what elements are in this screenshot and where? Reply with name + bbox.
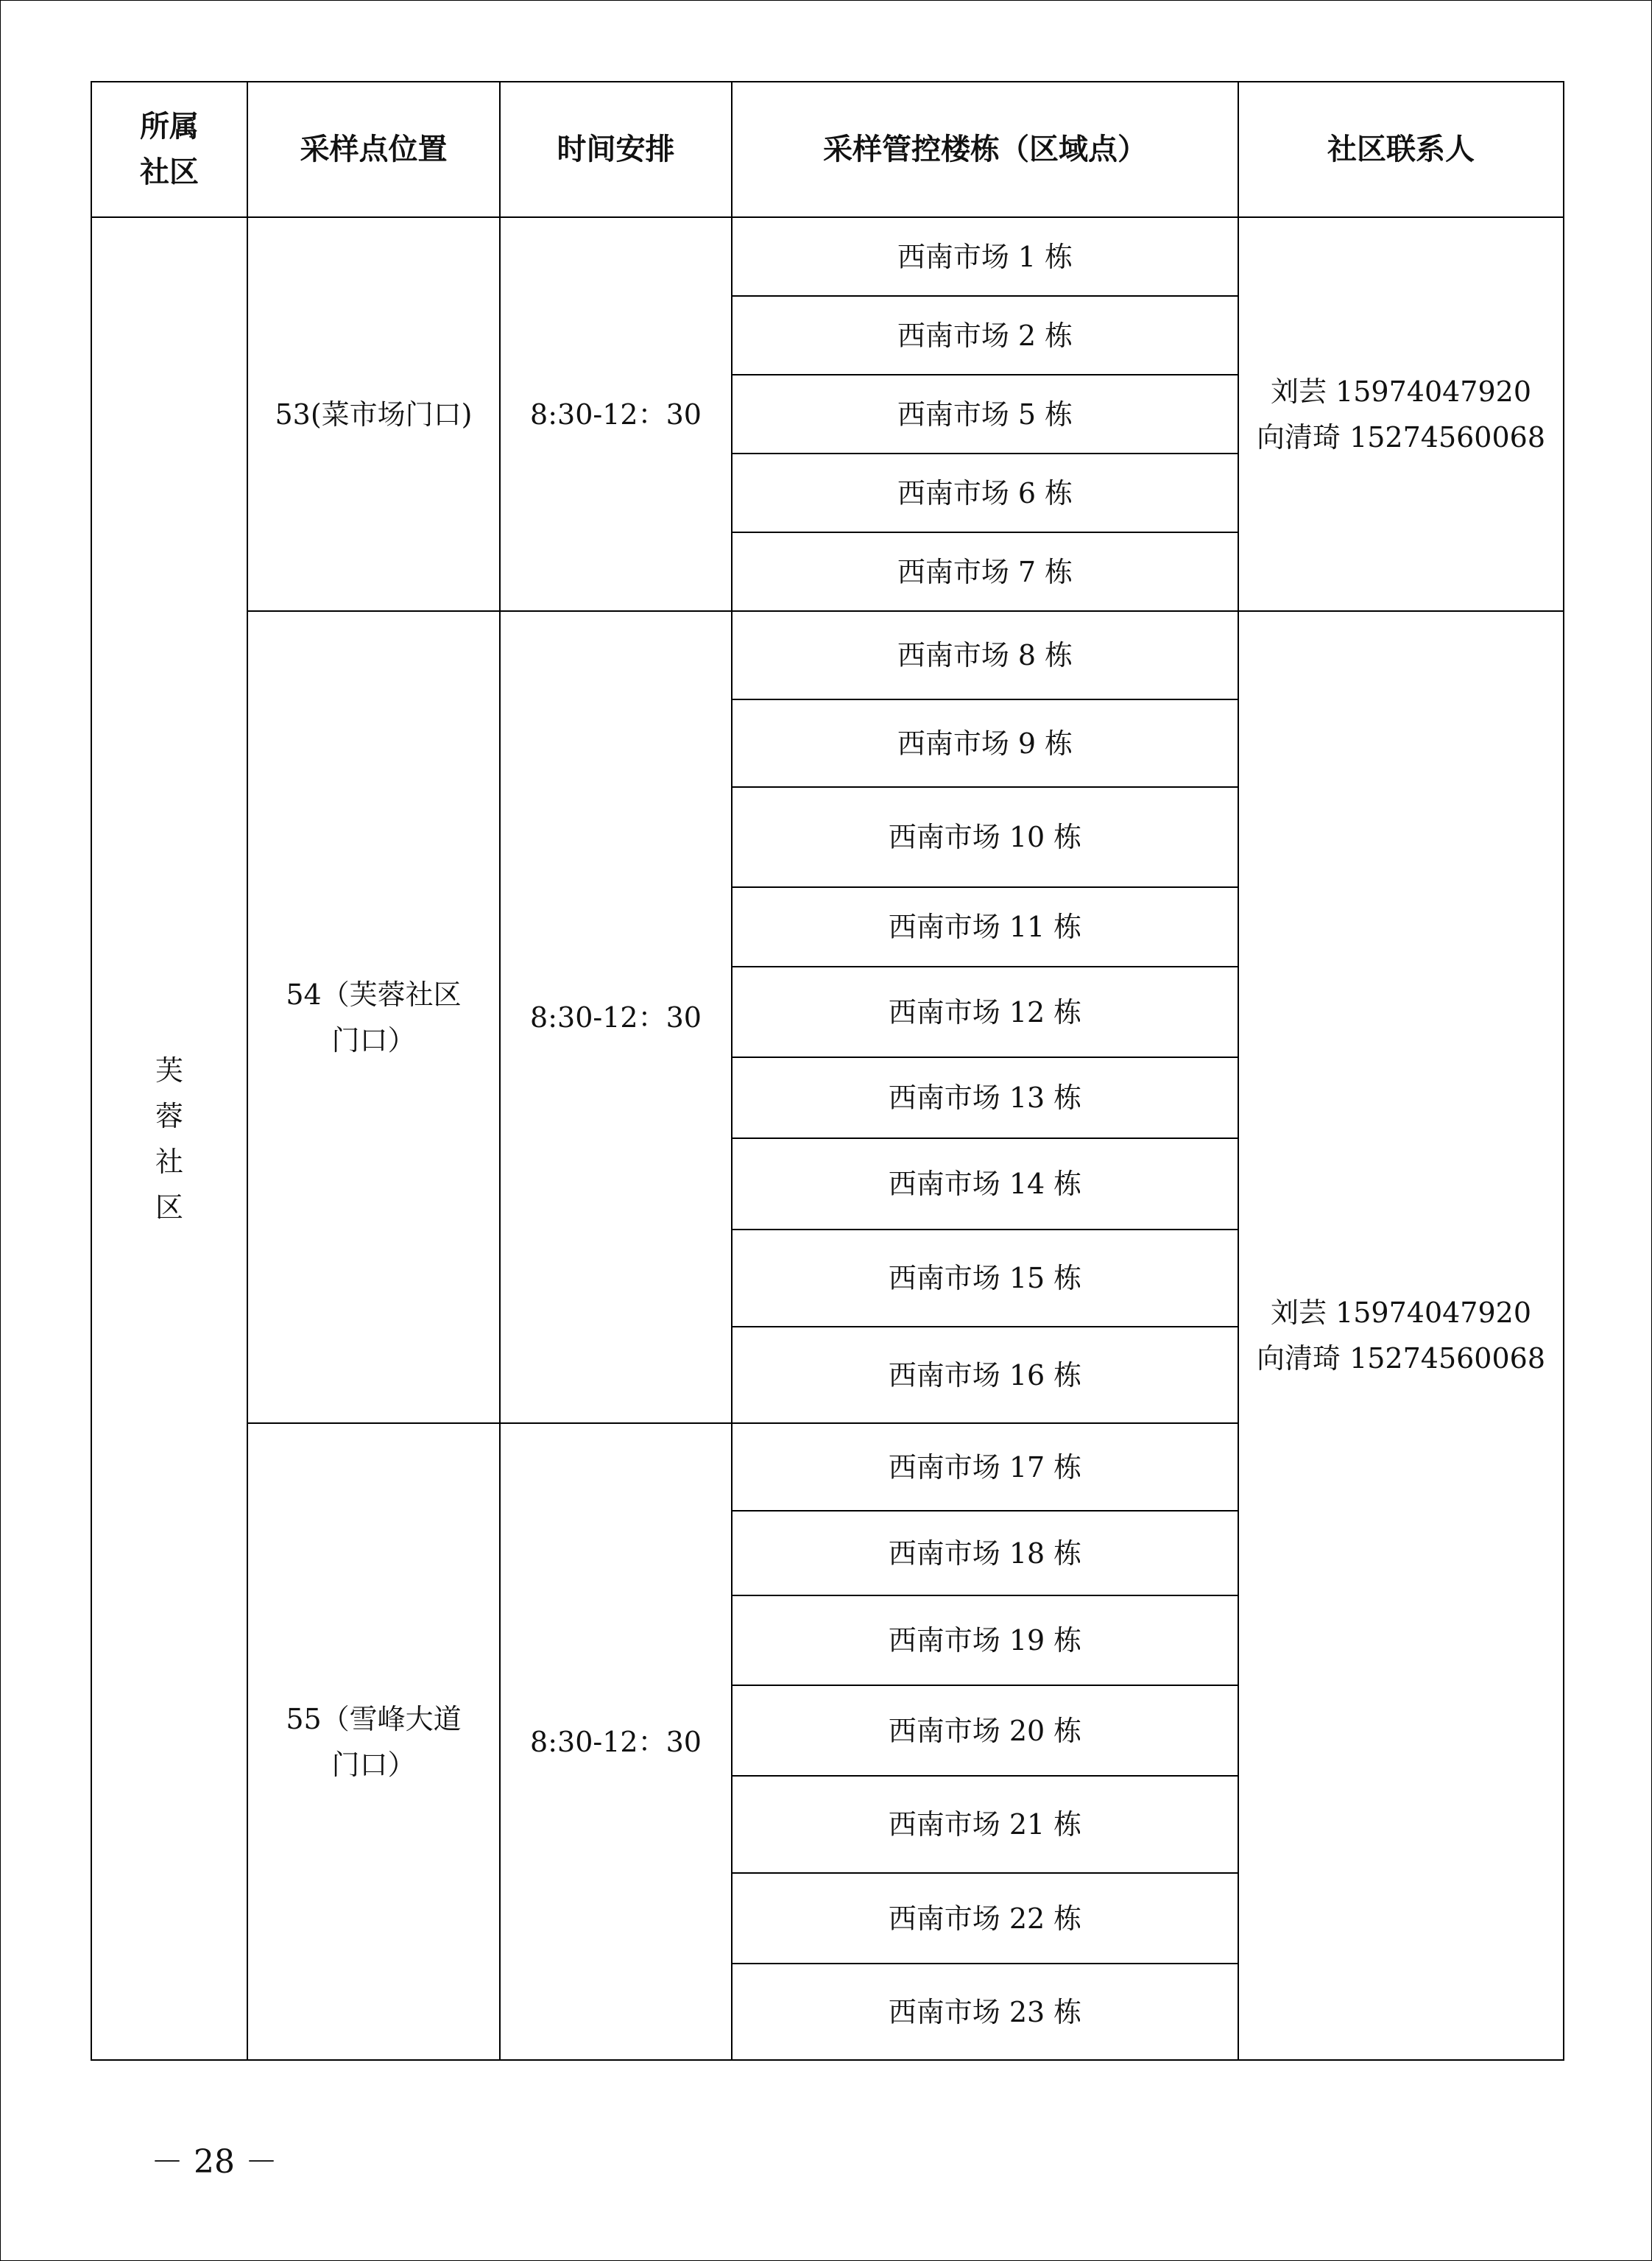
community-char: 社 — [155, 1145, 183, 1178]
site-line: 门口） — [331, 1748, 416, 1781]
building-cell: 西南市场 17 栋 — [732, 1423, 1238, 1511]
building-cell: 西南市场 1 栋 — [732, 217, 1238, 296]
site-line: 门口） — [331, 1023, 416, 1057]
table-row — [91, 217, 1564, 296]
building-cell: 西南市场 21 栋 — [732, 1776, 1238, 1873]
building-cell: 西南市场 20 栋 — [732, 1685, 1238, 1776]
building-cell: 西南市场 11 栋 — [732, 887, 1238, 967]
site-line: 54（芙蓉社区 — [286, 978, 462, 1011]
header-buildings: 采样管控楼栋（区域点） — [732, 82, 1238, 217]
site-line: 55（雪峰大道 — [286, 1702, 462, 1735]
contact-cell-2 — [1238, 611, 1564, 2060]
sampling-schedule-table — [91, 81, 1564, 2061]
building-cell: 西南市场 23 栋 — [732, 1964, 1238, 2060]
time-cell-55: 8:30-12：30 — [500, 1423, 732, 2060]
contact-line: 向清琦 15274560068 — [1256, 1342, 1546, 1375]
site-cell-54 — [247, 611, 500, 1423]
header-time: 时间安排 — [500, 82, 732, 217]
building-cell: 西南市场 7 栋 — [732, 532, 1238, 611]
community-char: 芙 — [155, 1054, 183, 1087]
community-cell — [91, 217, 247, 2060]
contact-line: 刘芸 15974047920 — [1270, 1297, 1532, 1329]
contact-cell-1 — [1238, 217, 1564, 611]
header-community-line2: 社区 — [140, 155, 199, 189]
time-cell-54: 8:30-12：30 — [500, 611, 732, 1423]
building-cell: 西南市场 12 栋 — [732, 967, 1238, 1057]
building-cell: 西南市场 13 栋 — [732, 1057, 1238, 1138]
community-char: 区 — [155, 1191, 183, 1224]
building-cell: 西南市场 10 栋 — [732, 787, 1238, 887]
header-site: 采样点位置 — [247, 82, 500, 217]
time-cell-53: 8:30-12：30 — [500, 217, 732, 611]
building-cell: 西南市场 8 栋 — [732, 611, 1238, 699]
building-cell: 西南市场 16 栋 — [732, 1327, 1238, 1423]
header-contact: 社区联系人 — [1238, 82, 1564, 217]
building-cell: 西南市场 18 栋 — [732, 1511, 1238, 1595]
community-char: 蓉 — [155, 1099, 183, 1132]
building-cell: 西南市场 2 栋 — [732, 296, 1238, 375]
contact-line: 向清琦 15274560068 — [1256, 420, 1546, 454]
building-cell: 西南市场 15 栋 — [732, 1230, 1238, 1327]
building-cell: 西南市场 19 栋 — [732, 1595, 1238, 1685]
table-row — [91, 611, 1564, 699]
header-community-line1: 所属 — [140, 110, 199, 144]
building-cell: 西南市场 22 栋 — [732, 1873, 1238, 1964]
building-cell: 西南市场 14 栋 — [732, 1138, 1238, 1230]
building-cell: 西南市场 9 栋 — [732, 699, 1238, 787]
building-cell: 西南市场 5 栋 — [732, 375, 1238, 454]
page-number: － 28 － — [151, 2143, 278, 2181]
site-cell-55 — [247, 1423, 500, 2060]
building-cell: 西南市场 6 栋 — [732, 454, 1238, 532]
header-row — [91, 82, 1564, 217]
header-community — [91, 82, 247, 217]
site-cell-53: 53(菜市场门口) — [247, 217, 500, 611]
contact-line: 刘芸 15974047920 — [1270, 375, 1532, 408]
